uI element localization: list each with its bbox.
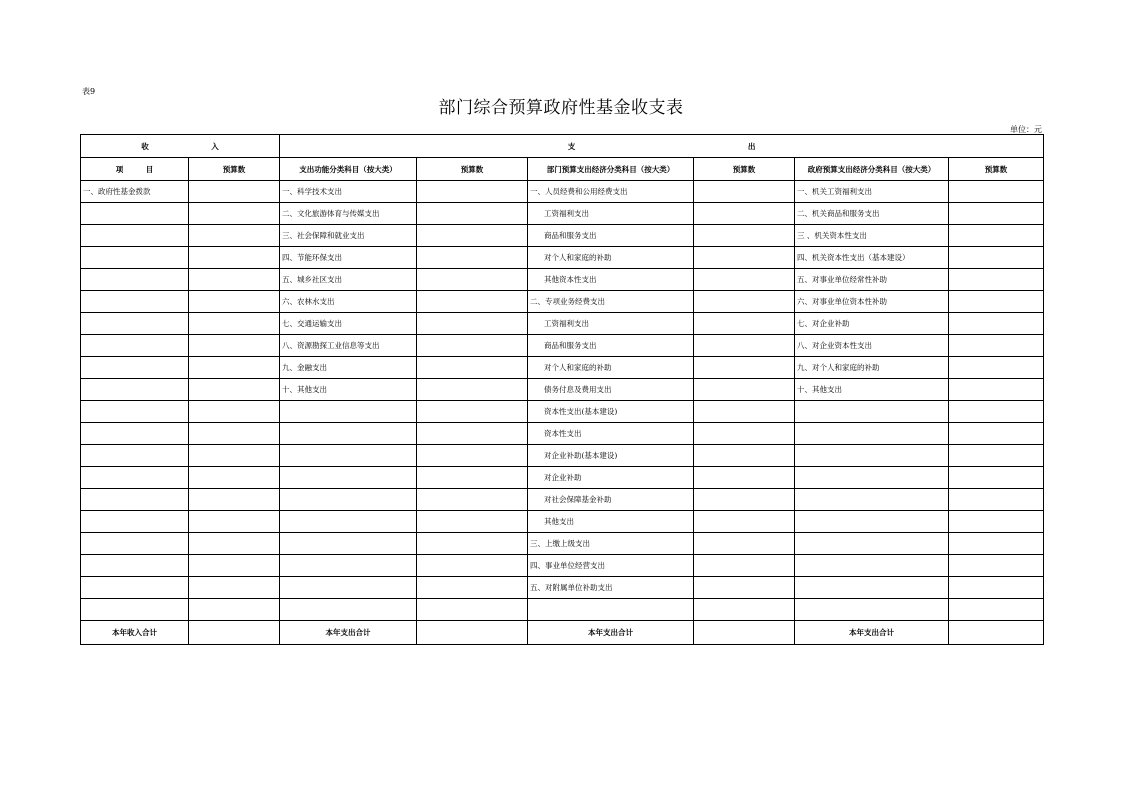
dept-econ-item-cell: 五、对附属单位补助支出 [528, 577, 694, 599]
function-budget-cell [417, 401, 528, 423]
function-item-cell [280, 511, 417, 533]
income-item-cell [81, 225, 189, 247]
income-item-cell [81, 379, 189, 401]
table-row [81, 577, 1044, 599]
dept-econ-budget-cell [694, 335, 795, 357]
gov-econ-budget-cell [949, 511, 1044, 533]
table-row [81, 357, 1044, 379]
dept-econ-item-cell: 二、专项业务经费支出 [528, 291, 694, 313]
dept-econ-budget-cell [694, 555, 795, 577]
table-row [81, 247, 1044, 269]
budget-column-header: 预算数 [949, 158, 1044, 181]
dept-econ-item-cell: 一、人员经费和公用经费支出 [528, 181, 694, 203]
income-budget-cell [189, 313, 280, 335]
dept-econ-item-cell: 其他资本性支出 [528, 269, 694, 291]
income-budget-cell [189, 379, 280, 401]
gov-econ-item-cell [795, 423, 949, 445]
gov-econ-budget-cell [949, 203, 1044, 225]
table-row [81, 379, 1044, 401]
income-budget-cell [189, 445, 280, 467]
income-budget-cell [189, 269, 280, 291]
income-item-cell [81, 291, 189, 313]
dept-econ-budget-cell [694, 533, 795, 555]
income-item-cell [81, 401, 189, 423]
function-budget-cell [417, 225, 528, 247]
dept-econ-budget-cell [694, 291, 795, 313]
function-item-cell [280, 555, 417, 577]
item-column-header: 项 目 [81, 158, 189, 181]
dept-econ-item-cell: 三、上缴上级支出 [528, 533, 694, 555]
function-budget-cell [417, 313, 528, 335]
dept-econ-item-cell [528, 599, 694, 621]
table-row [81, 533, 1044, 555]
gov-econ-budget-cell [949, 445, 1044, 467]
function-item-cell: 九、金融支出 [280, 357, 417, 379]
income-item-cell [81, 599, 189, 621]
dept-econ-budget-cell [694, 379, 795, 401]
gov-econ-item-cell: 六、对事业单位资本性补助 [795, 291, 949, 313]
income-item-cell [81, 335, 189, 357]
function-item-cell: 三、社会保障和就业支出 [280, 225, 417, 247]
income-item-cell [81, 423, 189, 445]
function-item-cell [280, 467, 417, 489]
gov-econ-item-cell: 九、对个人和家庭的补助 [795, 357, 949, 379]
function-item-cell [280, 401, 417, 423]
table-row [81, 599, 1044, 621]
dept-econ-item-cell: 资本性支出(基本建设) [528, 401, 694, 423]
gov-econ-item-cell [795, 489, 949, 511]
dept-econ-item-cell: 债务付息及费用支出 [528, 379, 694, 401]
dept-econ-item-cell: 对社会保障基金补助 [528, 489, 694, 511]
table-row [81, 401, 1044, 423]
function-budget-cell [417, 555, 528, 577]
function-item-cell [280, 533, 417, 555]
budget-column-header: 预算数 [694, 158, 795, 181]
dept-econ-item-cell: 四、事业单位经营支出 [528, 555, 694, 577]
dept-econ-item-cell: 工资福利支出 [528, 313, 694, 335]
dept-econ-total-label: 本年支出合计 [528, 621, 694, 645]
income-item-cell [81, 203, 189, 225]
gov-econ-budget-cell [949, 555, 1044, 577]
function-item-cell [280, 423, 417, 445]
dept-econ-budget-cell [694, 401, 795, 423]
function-budget-cell [417, 489, 528, 511]
income-budget-cell [189, 511, 280, 533]
dept-econ-item-cell: 商品和服务支出 [528, 225, 694, 247]
income-item-cell [81, 533, 189, 555]
income-item-cell [81, 489, 189, 511]
table-row [81, 467, 1044, 489]
function-budget-cell [417, 247, 528, 269]
function-budget-cell [417, 511, 528, 533]
function-class-column-header: 支出功能分类科目（按大类） [280, 158, 417, 181]
function-budget-cell [417, 445, 528, 467]
dept-econ-budget-cell [694, 225, 795, 247]
dept-econ-budget-cell [694, 467, 795, 489]
unit-label: 单位：元 [1010, 125, 1042, 134]
income-budget-cell [189, 291, 280, 313]
gov-econ-item-cell [795, 555, 949, 577]
function-budget-cell [417, 357, 528, 379]
table-number: 表9 [82, 87, 96, 96]
function-budget-cell [417, 335, 528, 357]
function-total-label: 本年支出合计 [280, 621, 417, 645]
income-budget-cell [189, 533, 280, 555]
function-budget-cell [417, 379, 528, 401]
gov-econ-item-cell [795, 511, 949, 533]
function-budget-cell [417, 533, 528, 555]
budget-column-header: 预算数 [417, 158, 528, 181]
table-row [81, 511, 1044, 533]
gov-econ-budget-cell [949, 577, 1044, 599]
dept-econ-budget-cell [694, 247, 795, 269]
income-budget-cell [189, 335, 280, 357]
income-item-cell: 一、政府性基金拨款 [81, 181, 189, 203]
income-item-cell [81, 445, 189, 467]
function-item-cell [280, 577, 417, 599]
income-budget-cell [189, 247, 280, 269]
gov-econ-class-column-header: 政府预算支出经济分类科目（按大类） [795, 158, 949, 181]
function-item-cell: 二、文化旅游体育与传媒支出 [280, 203, 417, 225]
function-budget-cell [417, 599, 528, 621]
gov-econ-budget-cell [949, 269, 1044, 291]
table-row [81, 423, 1044, 445]
function-budget-cell [417, 181, 528, 203]
gov-econ-budget-cell [949, 357, 1044, 379]
dept-econ-item-cell: 对企业补助(基本建设) [528, 445, 694, 467]
function-item-cell: 四、节能环保支出 [280, 247, 417, 269]
budget-table [80, 134, 1044, 645]
gov-econ-item-cell: 二、机关商品和服务支出 [795, 203, 949, 225]
gov-econ-budget-cell [949, 181, 1044, 203]
income-total-value [189, 621, 280, 645]
function-budget-cell [417, 467, 528, 489]
dept-econ-item-cell: 对个人和家庭的补助 [528, 357, 694, 379]
gov-econ-item-cell [795, 533, 949, 555]
function-budget-cell [417, 423, 528, 445]
gov-econ-budget-cell [949, 313, 1044, 335]
income-item-cell [81, 313, 189, 335]
gov-econ-item-cell: 七、对企业补助 [795, 313, 949, 335]
income-budget-cell [189, 423, 280, 445]
gov-econ-item-cell: 五、对事业单位经常性补助 [795, 269, 949, 291]
gov-econ-item-cell [795, 445, 949, 467]
function-item-cell: 一、科学技术支出 [280, 181, 417, 203]
function-budget-cell [417, 269, 528, 291]
dept-econ-budget-cell [694, 181, 795, 203]
income-item-cell [81, 269, 189, 291]
income-item-cell [81, 467, 189, 489]
dept-econ-item-cell: 商品和服务支出 [528, 335, 694, 357]
table-row [81, 225, 1044, 247]
function-item-cell: 十、其他支出 [280, 379, 417, 401]
income-item-cell [81, 577, 189, 599]
table-row [81, 335, 1044, 357]
income-section-header: 收 入 [81, 135, 280, 158]
income-total-label: 本年收入合计 [81, 621, 189, 645]
gov-econ-item-cell: 三 、机关资本性支出 [795, 225, 949, 247]
gov-econ-item-cell [795, 401, 949, 423]
gov-econ-item-cell: 十、其他支出 [795, 379, 949, 401]
gov-econ-item-cell [795, 599, 949, 621]
function-budget-cell [417, 577, 528, 599]
dept-econ-item-cell: 对个人和家庭的补助 [528, 247, 694, 269]
dept-econ-budget-cell [694, 511, 795, 533]
table-row [81, 555, 1044, 577]
function-item-cell: 七、交通运输支出 [280, 313, 417, 335]
dept-econ-budget-cell [694, 423, 795, 445]
income-budget-cell [189, 489, 280, 511]
gov-econ-total-label: 本年支出合计 [795, 621, 949, 645]
dept-econ-budget-cell [694, 489, 795, 511]
dept-econ-class-column-header: 部门预算支出经济分类科目（按大类） [528, 158, 694, 181]
gov-econ-budget-cell [949, 467, 1044, 489]
gov-econ-budget-cell [949, 423, 1044, 445]
income-budget-cell [189, 555, 280, 577]
gov-econ-budget-cell [949, 291, 1044, 313]
table-row [81, 181, 1044, 203]
expense-section-header: 支 出 [280, 135, 1044, 158]
dept-econ-item-cell: 工资福利支出 [528, 203, 694, 225]
dept-econ-budget-cell [694, 599, 795, 621]
income-budget-cell [189, 203, 280, 225]
function-budget-cell [417, 203, 528, 225]
table-row [81, 203, 1044, 225]
total-row [81, 621, 1044, 645]
table-row [81, 269, 1044, 291]
gov-econ-item-cell [795, 467, 949, 489]
column-header-row [81, 158, 1044, 181]
income-item-cell [81, 357, 189, 379]
gov-econ-item-cell: 四、机关资本性支出（基本建设） [795, 247, 949, 269]
page-title: 部门综合预算政府性基金收支表 [438, 98, 684, 118]
dept-econ-budget-cell [694, 313, 795, 335]
gov-econ-budget-cell [949, 247, 1044, 269]
function-item-cell: 六、农林水支出 [280, 291, 417, 313]
income-budget-cell [189, 401, 280, 423]
income-budget-cell [189, 599, 280, 621]
gov-econ-budget-cell [949, 533, 1044, 555]
budget-column-header: 预算数 [189, 158, 280, 181]
function-total-value [417, 621, 528, 645]
gov-econ-budget-cell [949, 379, 1044, 401]
function-item-cell: 五、城乡社区支出 [280, 269, 417, 291]
income-budget-cell [189, 357, 280, 379]
dept-econ-total-value [694, 621, 795, 645]
function-item-cell [280, 489, 417, 511]
gov-econ-budget-cell [949, 401, 1044, 423]
section-header-row [81, 135, 1044, 158]
function-item-cell [280, 599, 417, 621]
dept-econ-item-cell: 对企业补助 [528, 467, 694, 489]
income-item-cell [81, 511, 189, 533]
gov-econ-budget-cell [949, 225, 1044, 247]
income-budget-cell [189, 577, 280, 599]
income-item-cell [81, 555, 189, 577]
gov-econ-total-value [949, 621, 1044, 645]
dept-econ-budget-cell [694, 577, 795, 599]
income-budget-cell [189, 181, 280, 203]
gov-econ-budget-cell [949, 335, 1044, 357]
function-item-cell: 八、资源勘探工业信息等支出 [280, 335, 417, 357]
dept-econ-budget-cell [694, 203, 795, 225]
dept-econ-budget-cell [694, 445, 795, 467]
table-row [81, 445, 1044, 467]
gov-econ-budget-cell [949, 599, 1044, 621]
income-budget-cell [189, 225, 280, 247]
dept-econ-item-cell: 其他支出 [528, 511, 694, 533]
income-item-cell [81, 247, 189, 269]
gov-econ-item-cell: 一、机关工资福利支出 [795, 181, 949, 203]
dept-econ-budget-cell [694, 269, 795, 291]
income-budget-cell [189, 467, 280, 489]
gov-econ-budget-cell [949, 489, 1044, 511]
dept-econ-budget-cell [694, 357, 795, 379]
gov-econ-item-cell: 八、对企业资本性支出 [795, 335, 949, 357]
function-item-cell [280, 445, 417, 467]
table-row [81, 291, 1044, 313]
function-budget-cell [417, 291, 528, 313]
table-row [81, 313, 1044, 335]
dept-econ-item-cell: 资本性支出 [528, 423, 694, 445]
table-row [81, 489, 1044, 511]
gov-econ-item-cell [795, 577, 949, 599]
